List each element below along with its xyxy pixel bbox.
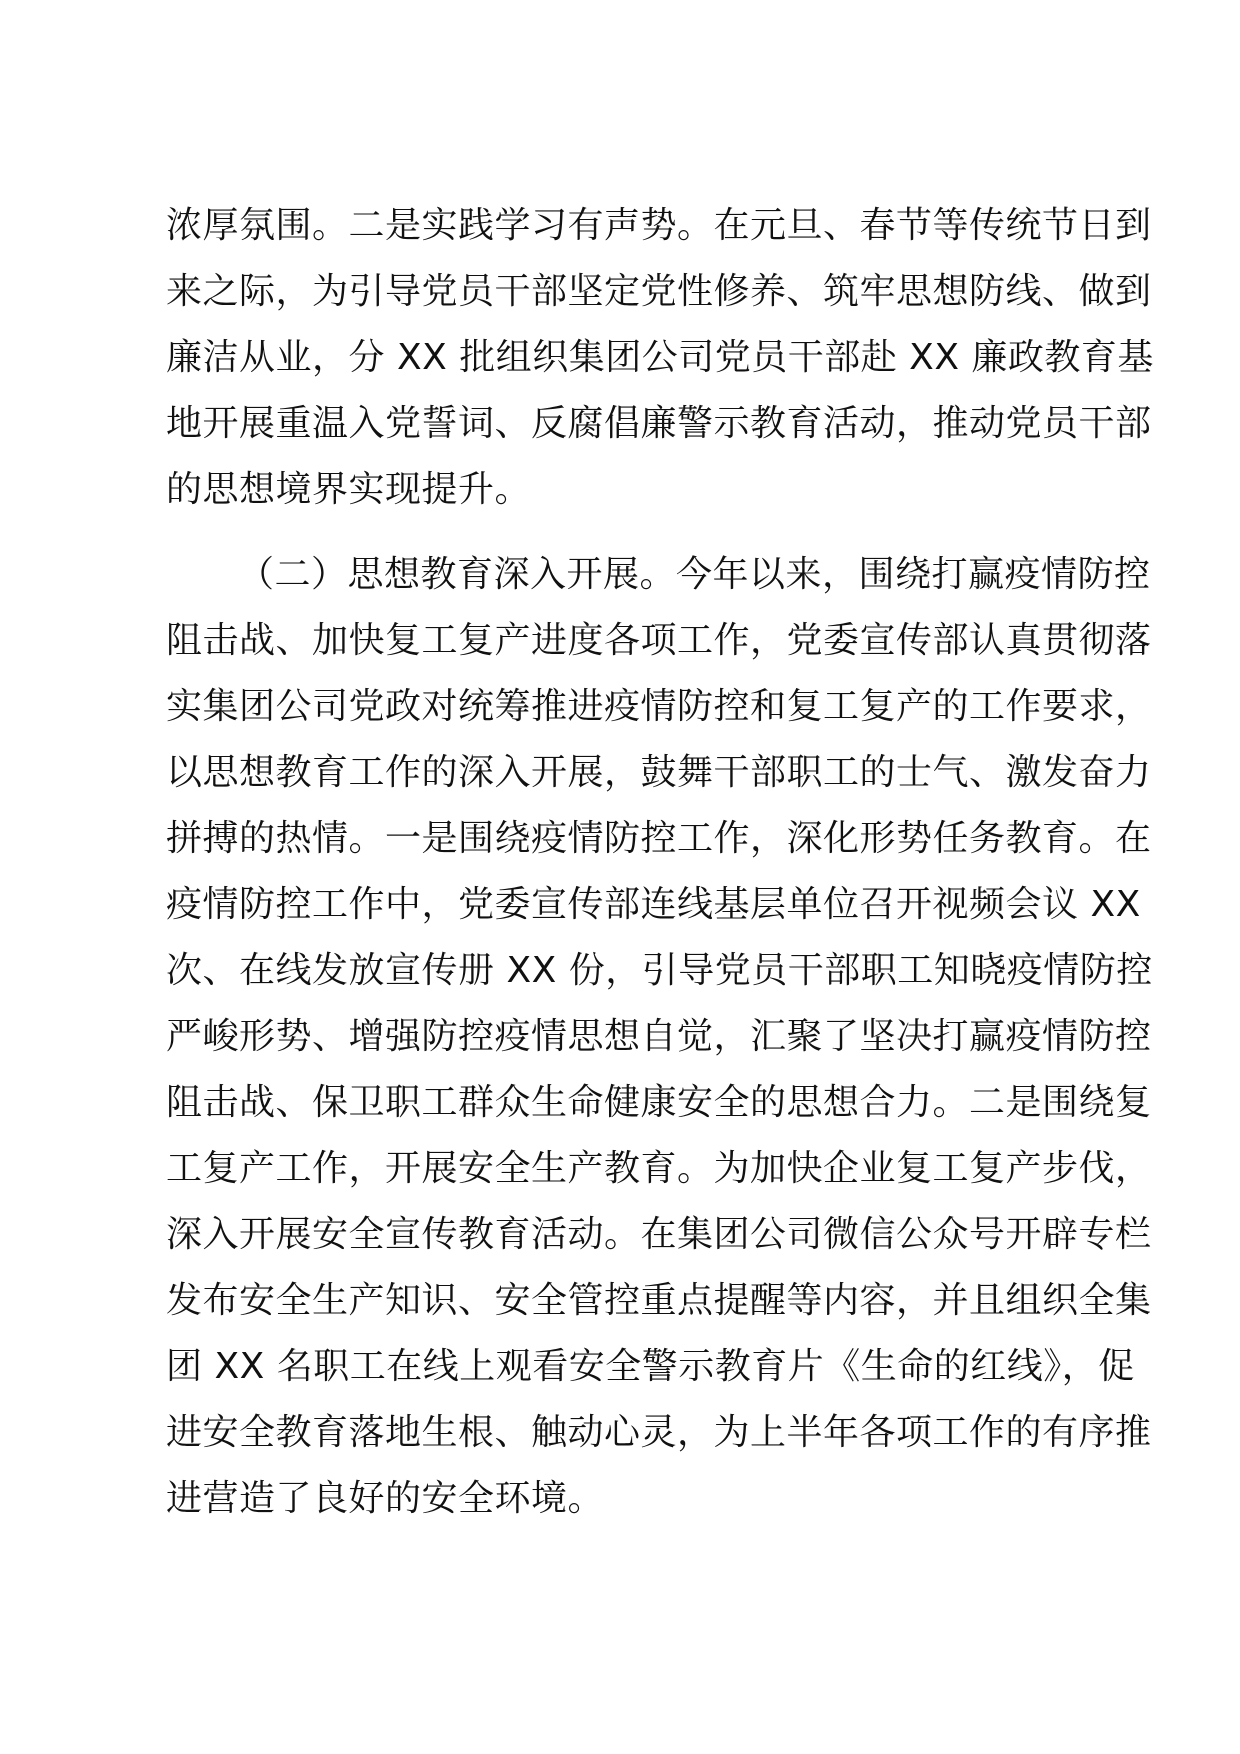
paragraph-line: 来之际，为引导党员干部坚定党性修养、筑牢思想防线、做到: [166, 271, 1152, 312]
paragraph-line: 严峻形势、增强防控疫情思想自觉，汇聚了坚决打赢疫情防控: [166, 1016, 1152, 1057]
paragraph-line: 阻击战、加快复工复产进度各项工作，党委宣传部认真贯彻落: [166, 620, 1152, 661]
paragraph-1: [166, 193, 1154, 523]
paragraph-line: 团 XX 名职工在线上观看安全警示教育片《生命的红线》，促: [166, 1346, 1135, 1387]
paragraph-line: 发布安全生产知识、安全管控重点提醒等内容，并且组织全集: [166, 1280, 1152, 1321]
paragraph-2: [166, 542, 1153, 1532]
paragraph-line: 进安全教育落地生根、触动心灵，为上半年各项工作的有序推: [166, 1412, 1152, 1453]
paragraph-line: 的思想境界实现提升。: [166, 469, 532, 510]
paragraph-line: 进营造了良好的安全环境。: [166, 1478, 605, 1519]
section-heading-line: （二）思想教育深入开展。今年以来，围绕打赢疫情防控: [238, 554, 1151, 595]
paragraph-line: 地开展重温入党誓词、反腐倡廉警示教育活动，推动党员干部: [166, 403, 1152, 444]
paragraph-line: 阻击战、保卫职工群众生命健康安全的思想合力。二是围绕复: [166, 1082, 1152, 1123]
paragraph-line: 廉洁从业，分 XX 批组织集团公司党员干部赴 XX 廉政教育基: [166, 337, 1154, 378]
paragraph-line: 深入开展安全宣传教育活动。在集团公司微信公众号开辟专栏: [166, 1214, 1152, 1255]
paragraph-line: 次、在线发放宣传册 XX 份，引导党员干部职工知晓疫情防控: [166, 950, 1153, 991]
paragraph-line: 疫情防控工作中，党委宣传部连线基层单位召开视频会议 XX: [166, 884, 1141, 925]
paragraph-line: 浓厚氛围。二是实践学习有声势。在元旦、春节等传统节日到: [166, 205, 1152, 246]
paragraph-line: 拼搏的热情。一是围绕疫情防控工作，深化形势任务教育。在: [166, 818, 1152, 859]
paragraph-line: 以思想教育工作的深入开展，鼓舞干部职工的士气、激发奋力: [166, 752, 1152, 793]
paragraph-line: 实集团公司党政对统筹推进疫情防控和复工复产的工作要求，: [166, 686, 1152, 727]
paragraph-line: 工复产工作，开展安全生产教育。为加快企业复工复产步伐，: [166, 1148, 1152, 1189]
